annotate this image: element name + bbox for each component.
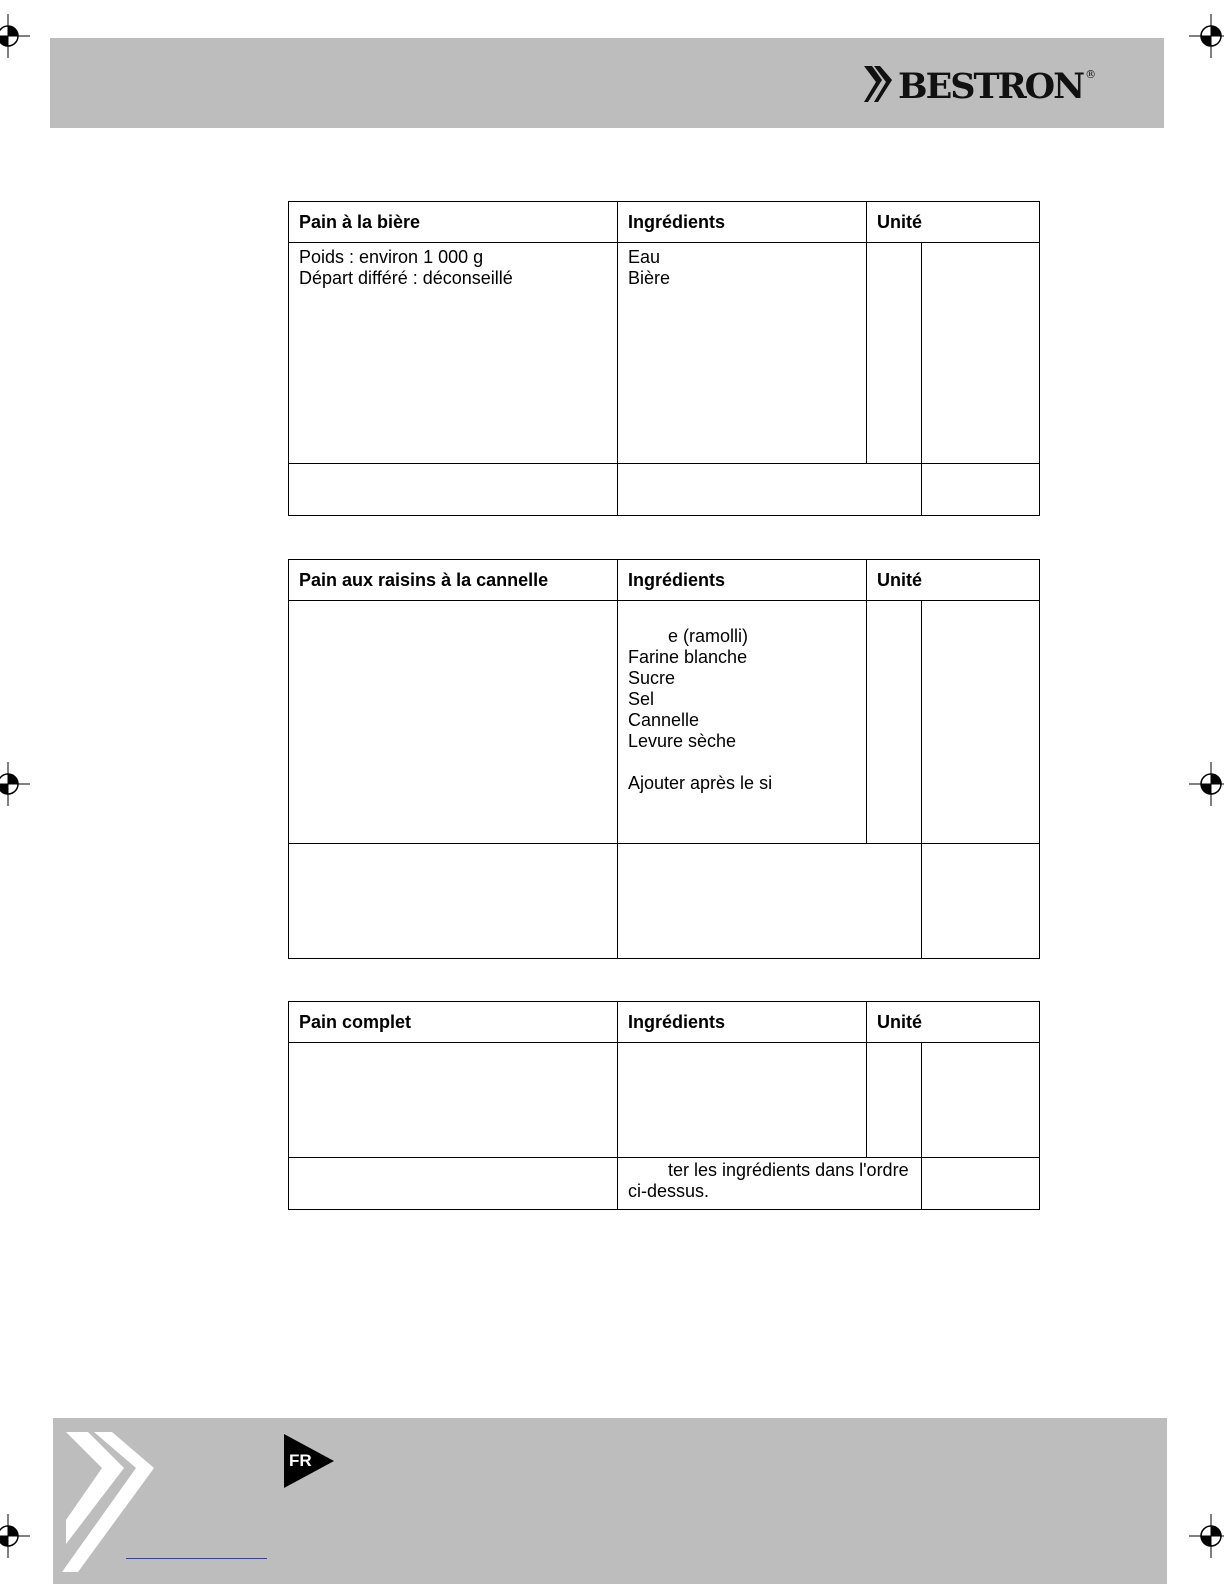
unit-header: Unité <box>867 202 1040 243</box>
quantity-cell <box>922 243 1040 464</box>
registration-mark-bottom-right <box>1189 1514 1224 1558</box>
registration-mark-mid-left <box>0 762 30 806</box>
recipe-table-pain-raisins <box>288 559 1039 959</box>
quantity-cell <box>922 1043 1040 1158</box>
brand-logo <box>862 60 1095 107</box>
recipe-table-pain-complet <box>288 1001 1039 1210</box>
quantity-cell <box>922 601 1040 844</box>
footer-link-underline[interactable] <box>126 1558 267 1559</box>
registration-mark-top-right <box>1189 14 1224 58</box>
footer-cell-left <box>289 844 618 959</box>
ingredients-list <box>618 1043 867 1158</box>
recipe-details <box>289 1043 618 1158</box>
ingredients-header: Ingrédients <box>618 560 867 601</box>
chevron-logo-icon <box>862 64 894 104</box>
recipe-table-pain-biere <box>288 201 1039 516</box>
unit-header: Unité <box>867 1002 1040 1043</box>
note-cell <box>618 844 922 959</box>
recipe-details <box>289 601 618 844</box>
registration-mark-mid-right <box>1189 762 1224 806</box>
unit-cell <box>867 1043 922 1158</box>
recipe-title: Pain complet <box>289 1002 618 1043</box>
unit-header: Unité <box>867 560 1040 601</box>
registration-mark-top-left <box>0 14 30 58</box>
recipe-details: Poids : environ 1 000 g Départ différé : déconseillé <box>289 243 618 464</box>
ingredients-list: Eau Bière <box>618 243 867 464</box>
registration-mark-bottom-left <box>0 1514 30 1558</box>
note-cell: ter les ingrédients dans l'ordre ci-dessus. <box>618 1158 922 1210</box>
recipe-title: Pain aux raisins à la cannelle <box>289 560 618 601</box>
ingredients-header: Ingrédients <box>618 1002 867 1043</box>
recipe-title: Pain à la bière <box>289 202 618 243</box>
note-cell <box>618 464 922 516</box>
unit-cell <box>867 601 922 844</box>
brand-wordmark: BESTRON ® <box>898 66 1095 107</box>
unit-cell <box>867 243 922 464</box>
footer-cell-right <box>922 464 1040 516</box>
language-badge-label: FR <box>289 1451 312 1470</box>
footer-band <box>53 1418 1167 1584</box>
ingredients-list: e (ramolli) Farine blanche Sucre Sel Cannelle Levure sèche Ajouter après le si <box>618 601 867 844</box>
footer-cell-right <box>922 1158 1040 1210</box>
footer-cell-left <box>289 464 618 516</box>
chevron-decoration-icon <box>58 1424 168 1574</box>
footer-cell-left <box>289 1158 618 1210</box>
ingredients-header: Ingrédients <box>618 202 867 243</box>
footer-cell-right <box>922 844 1040 959</box>
